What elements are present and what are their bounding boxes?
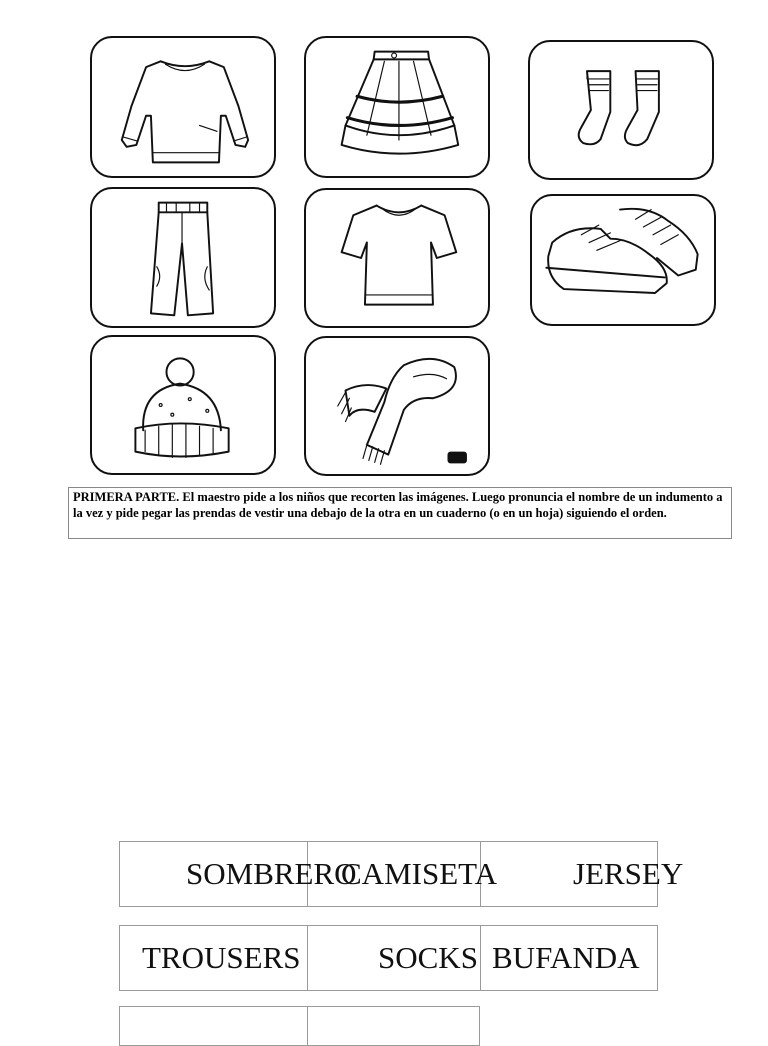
scarf-icon — [306, 338, 488, 474]
tshirt-card — [304, 188, 490, 328]
scarf-card — [304, 336, 490, 476]
word-row-1 — [119, 841, 684, 907]
skirt-icon — [306, 38, 488, 176]
word-trousers: TROUSERS — [142, 940, 301, 975]
word-sombrero: SOMBRERO — [186, 856, 357, 891]
beanie-icon — [92, 337, 274, 473]
skirt-card — [304, 36, 490, 178]
instructions-body: El maestro pide a los niños que recorten las imágenes. Luego pronuncia el nombre de un indumento a la vez y pide pegar las prendas de vestir una debajo de la otra en un cuaderno (o en un hoja) siguiendo el orden. — [73, 490, 723, 520]
word-jersey: JERSEY — [573, 856, 684, 891]
tshirt-icon — [306, 190, 488, 326]
sweater-card — [90, 36, 276, 178]
word-socks: SOCKS — [378, 940, 478, 975]
word-row-3 — [119, 1006, 480, 1046]
instructions-lead: PRIMERA PARTE. — [73, 490, 180, 504]
pants-icon — [92, 189, 274, 326]
sweater-icon — [92, 38, 274, 176]
socks-icon — [530, 42, 712, 178]
beanie-card — [90, 335, 276, 475]
word-bufanda: BUFANDA — [492, 940, 640, 975]
shoes-card — [530, 194, 716, 326]
word-camiseta: CAMISETA — [341, 856, 497, 891]
shoes-icon — [532, 196, 714, 324]
word-row-2 — [119, 925, 658, 991]
pants-card — [90, 187, 276, 328]
instructions-box — [68, 487, 732, 539]
socks-card — [528, 40, 714, 180]
